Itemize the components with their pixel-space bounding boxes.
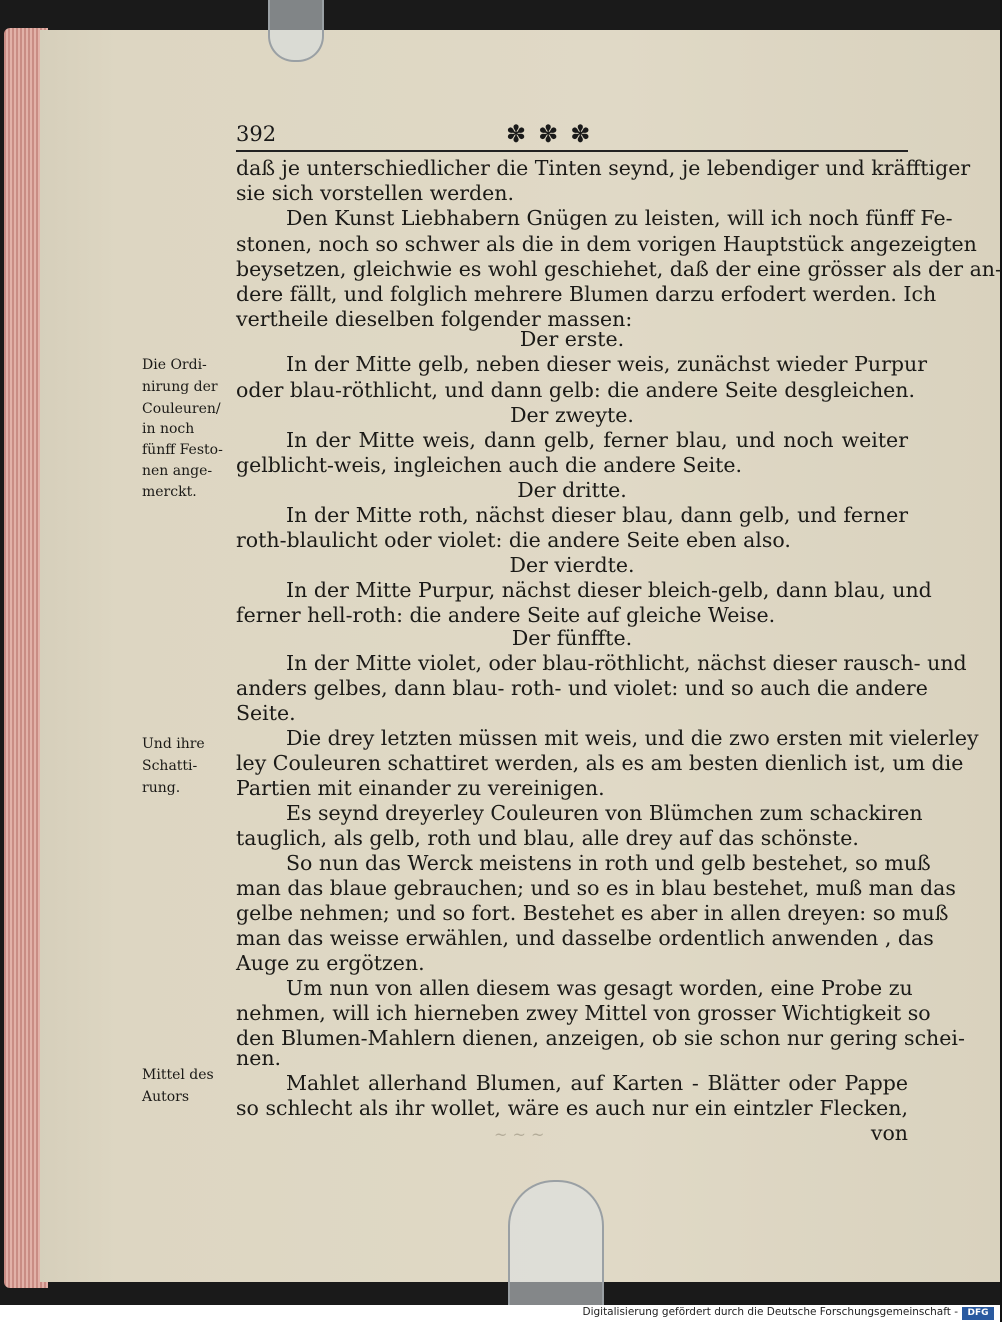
text-line: Die drey letzten müssen mit weis, und die zwo ersten mit vielerley	[286, 726, 979, 750]
text-line: stonen, noch so schwer als die in dem vorigen Hauptstück angezeigten	[236, 232, 977, 256]
text-line: In der Mitte gelb, neben dieser weis, zunächst wieder Purpur	[286, 352, 928, 376]
footer-bar	[0, 1305, 1000, 1322]
text-line: Den Kunst Liebhabern Gnügen zu leisten, will ich noch fünff Fe-	[286, 206, 953, 230]
margin-note-line: Und ihre	[142, 736, 205, 752]
margin-note-line: Autors	[142, 1089, 190, 1105]
catchword: von	[870, 1121, 908, 1145]
margin-note-line: Die Ordi-	[142, 357, 207, 373]
text-line: vertheile dieselben folgender massen:	[236, 307, 633, 331]
text-line: Partien mit einander zu vereinigen.	[236, 776, 605, 800]
text-line: den Blumen-Mahlern dienen, anzeigen, ob sie schon nur gering schei-	[236, 1026, 965, 1050]
running-header	[236, 120, 908, 152]
text-line: In der Mitte Purpur, nächst dieser bleich-gelb, dann blau, und	[286, 578, 932, 602]
margin-note-line: in noch	[142, 421, 195, 437]
text-line: In der Mitte violet, oder blau-röthlicht, nächst dieser rausch- und	[286, 651, 967, 675]
section-heading: Der dritte.	[517, 478, 627, 502]
margin-note-line: Schatti-	[142, 758, 198, 774]
margin-note-line: nirung der	[142, 379, 218, 395]
margin-note-line: Mittel des	[142, 1067, 214, 1083]
text-line: Seite.	[236, 701, 296, 725]
margin-note-line: Couleuren/	[142, 401, 221, 417]
text-line: oder blau-röthlicht, und dann gelb: die andere Seite desgleichen.	[236, 378, 916, 402]
text-line: In der Mitte weis, dann gelb, ferner blau, und noch weiter	[286, 428, 908, 452]
text-line: so schlecht als ihr wollet, wäre es auch nur ein eintzler Flecken,	[236, 1096, 908, 1120]
text-line: gelblicht-weis, ingleichen auch die andere Seite.	[236, 453, 743, 477]
text-line: dere fällt, und folglich mehrere Blumen darzu erfodert werden. Ich	[236, 282, 937, 306]
section-heading: Der zweyte.	[510, 403, 634, 427]
text-line: nen.	[236, 1046, 282, 1070]
funding-notice: Digitalisierung gefördert durch die Deutsche Forschungsgemeinschaft -	[582, 1306, 958, 1318]
text-line: ley Couleuren schattiret werden, als es am besten dienlich ist, um die	[236, 751, 964, 775]
text-line: man das weisse erwählen, und dasselbe ordentlich anwenden , das	[236, 926, 934, 950]
section-heading: Der vierdte.	[509, 553, 635, 577]
page-number: 392	[236, 122, 277, 146]
text-line: Mahlet allerhand Blumen, auf Karten - Blätter oder Pappe	[286, 1071, 908, 1095]
text-line: So nun das Werck meistens in roth und gelb bestehet, so muß	[286, 851, 931, 875]
text-line: daß je unterschiedlicher die Tinten seynd, je lebendiger und kräfftiger	[236, 156, 971, 180]
text-line: anders gelbes, dann blau- roth- und violet: und so auch die andere	[236, 676, 928, 700]
margin-note-line: merckt.	[142, 484, 197, 500]
text-line: beysetzen, gleichwie es wohl geschiehet, daß der eine grösser als der an-	[236, 257, 1002, 281]
margin-note-line: rung.	[142, 780, 181, 796]
text-line: gelbe nehmen; und so fort. Bestehet es aber in allen dreyen: so muß	[236, 901, 949, 925]
margin-note-line: nen ange-	[142, 463, 213, 479]
text-line: sie sich vorstellen werden.	[236, 181, 515, 205]
text-line: roth-blaulicht oder violet: die andere Seite eben also.	[236, 528, 791, 552]
text-line: Auge zu ergötzen.	[236, 951, 425, 975]
text-line: nehmen, will ich hierneben zwey Mittel von grosser Wichtigkeit so	[236, 1001, 931, 1025]
show-through-smudge: ~ ~ ~	[494, 1125, 545, 1144]
text-line: man das blaue gebrauchen; und so es in blau bestehet, muß man das	[236, 876, 956, 900]
section-heading: Der fünffte.	[511, 626, 633, 650]
book-clip-top	[268, 0, 324, 62]
section-heading: Der erste.	[519, 327, 625, 351]
book-clip-bottom	[508, 1180, 604, 1307]
text-line: In der Mitte roth, nächst dieser blau, dann gelb, und ferner	[286, 503, 908, 527]
margin-note-line: fünff Festo-	[142, 442, 223, 458]
text-line: Es seynd dreyerley Couleuren von Blümchen zum schackiren	[286, 801, 923, 825]
text-line: ferner hell-roth: die andere Seite auf gleiche Weise.	[236, 603, 776, 627]
dfg-logo: DFG	[962, 1307, 994, 1320]
header-ornament: ✽✽✽	[506, 120, 603, 148]
text-line: Um nun von allen diesem was gesagt worden, eine Probe zu	[286, 976, 913, 1000]
text-line: tauglich, als gelb, roth und blau, alle drey auf das schönste.	[236, 826, 859, 850]
